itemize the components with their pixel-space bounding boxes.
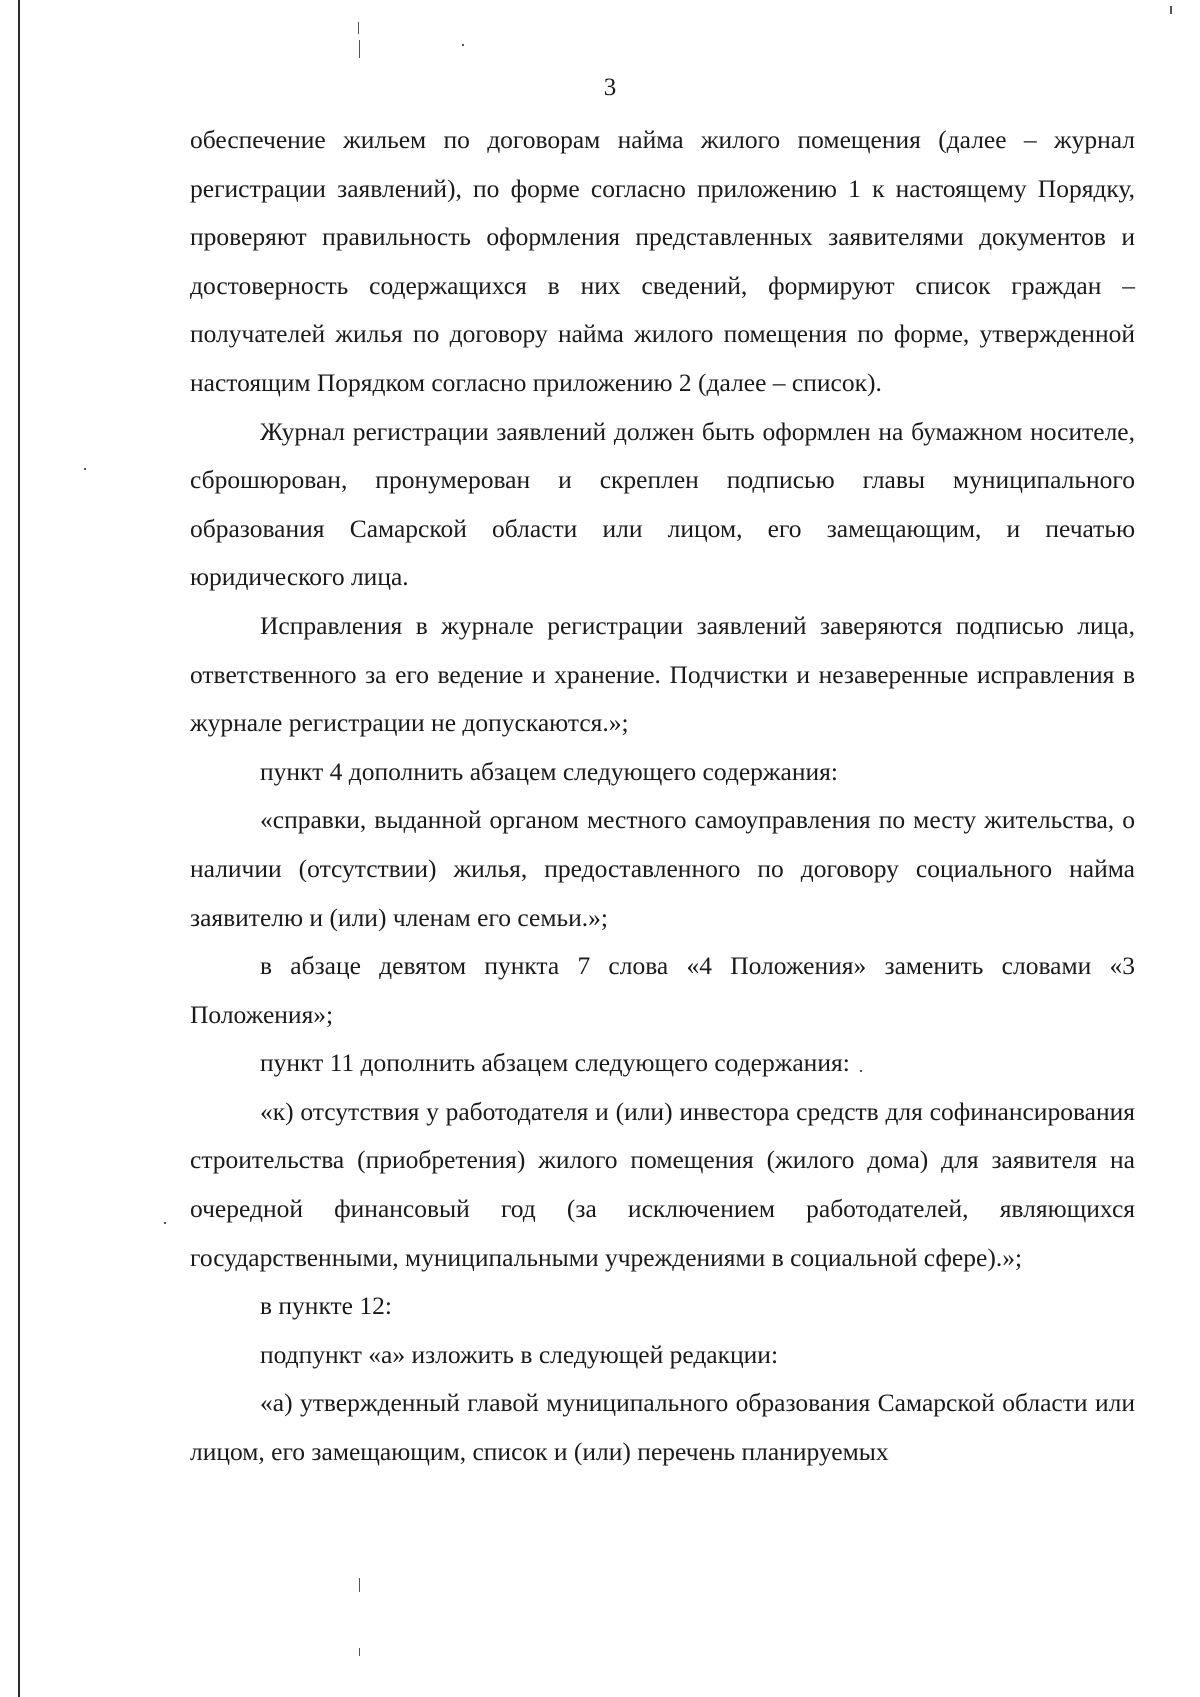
page-number: 3 bbox=[603, 74, 617, 101]
paragraph: «к) отсутствия у работодателя и (или) инвестора средств для софинансирования строительства (приобретения) жилого помещения (жилого дома) для заявителя на очередной финансовый год (за исключением работодателей, являющихся государственными, муниципальными учреждениями в социальной сфере).»; bbox=[190, 1096, 1135, 1272]
paragraph: в абзаце девятом пункта 7 слова «4 Положения» заменить словами «3 Положения»; bbox=[190, 951, 1135, 1029]
scan-edge-line bbox=[18, 0, 20, 1697]
paragraph: обеспечение жильем по договорам найма жилого помещения (далее – журнал регистрации заявлений), по форме согласно приложению 1 к настоящему Порядку, проверяют правильность оформления представленных заявителями документов и достоверность содержащихся в них сведений, формируют список граждан – получателей жилья по договору найма жилого помещения по форме, утвержденной настоящим Порядком согласно приложению 2 (далее – список). bbox=[190, 125, 1135, 397]
scan-artifact bbox=[358, 22, 359, 34]
scan-artifact bbox=[359, 40, 360, 58]
paragraph: пункт 11 дополнить абзацем следующего содержания: bbox=[260, 1048, 850, 1078]
paragraph: пункт 4 дополнить абзацем следующего содержания: bbox=[260, 756, 838, 786]
paragraph: Журнал регистрации заявлений должен быть оформлен на бумажном носителе, сброшюрован, пронумерован и скреплен подписью главы муниципального образования Самарской области или лицом, его замещающим, и печатью юридического лица. bbox=[190, 416, 1135, 592]
scan-artifact bbox=[84, 468, 86, 470]
paragraph: подпункт «а» изложить в следующей редакции: bbox=[260, 1339, 779, 1369]
paragraph: в пункте 12: bbox=[260, 1291, 392, 1321]
scan-artifact bbox=[359, 1648, 360, 1656]
paragraph: Исправления в журнале регистрации заявлений заверяются подписью лица, ответственного за его ведение и хранение. Подчистки и незаверенные исправления в журнале регистрации не допускаются.»; bbox=[190, 610, 1135, 738]
paragraph: «справки, выданной органом местного самоуправления по месту жительства, о наличии (отсутствии) жилья, предоставленного по договору социального найма заявителю и (или) членам его семьи.»; bbox=[190, 805, 1135, 932]
document-body bbox=[190, 116, 1135, 1477]
scan-artifact bbox=[164, 1222, 166, 1224]
paragraph: «а) утвержденный главой муниципального образования Самарской области или лицом, его замещающим, список и (или) перечень планируемых bbox=[190, 1388, 1135, 1467]
scan-artifact bbox=[462, 44, 464, 46]
scan-artifact bbox=[1170, 6, 1172, 14]
scan-artifact bbox=[359, 1578, 360, 1592]
